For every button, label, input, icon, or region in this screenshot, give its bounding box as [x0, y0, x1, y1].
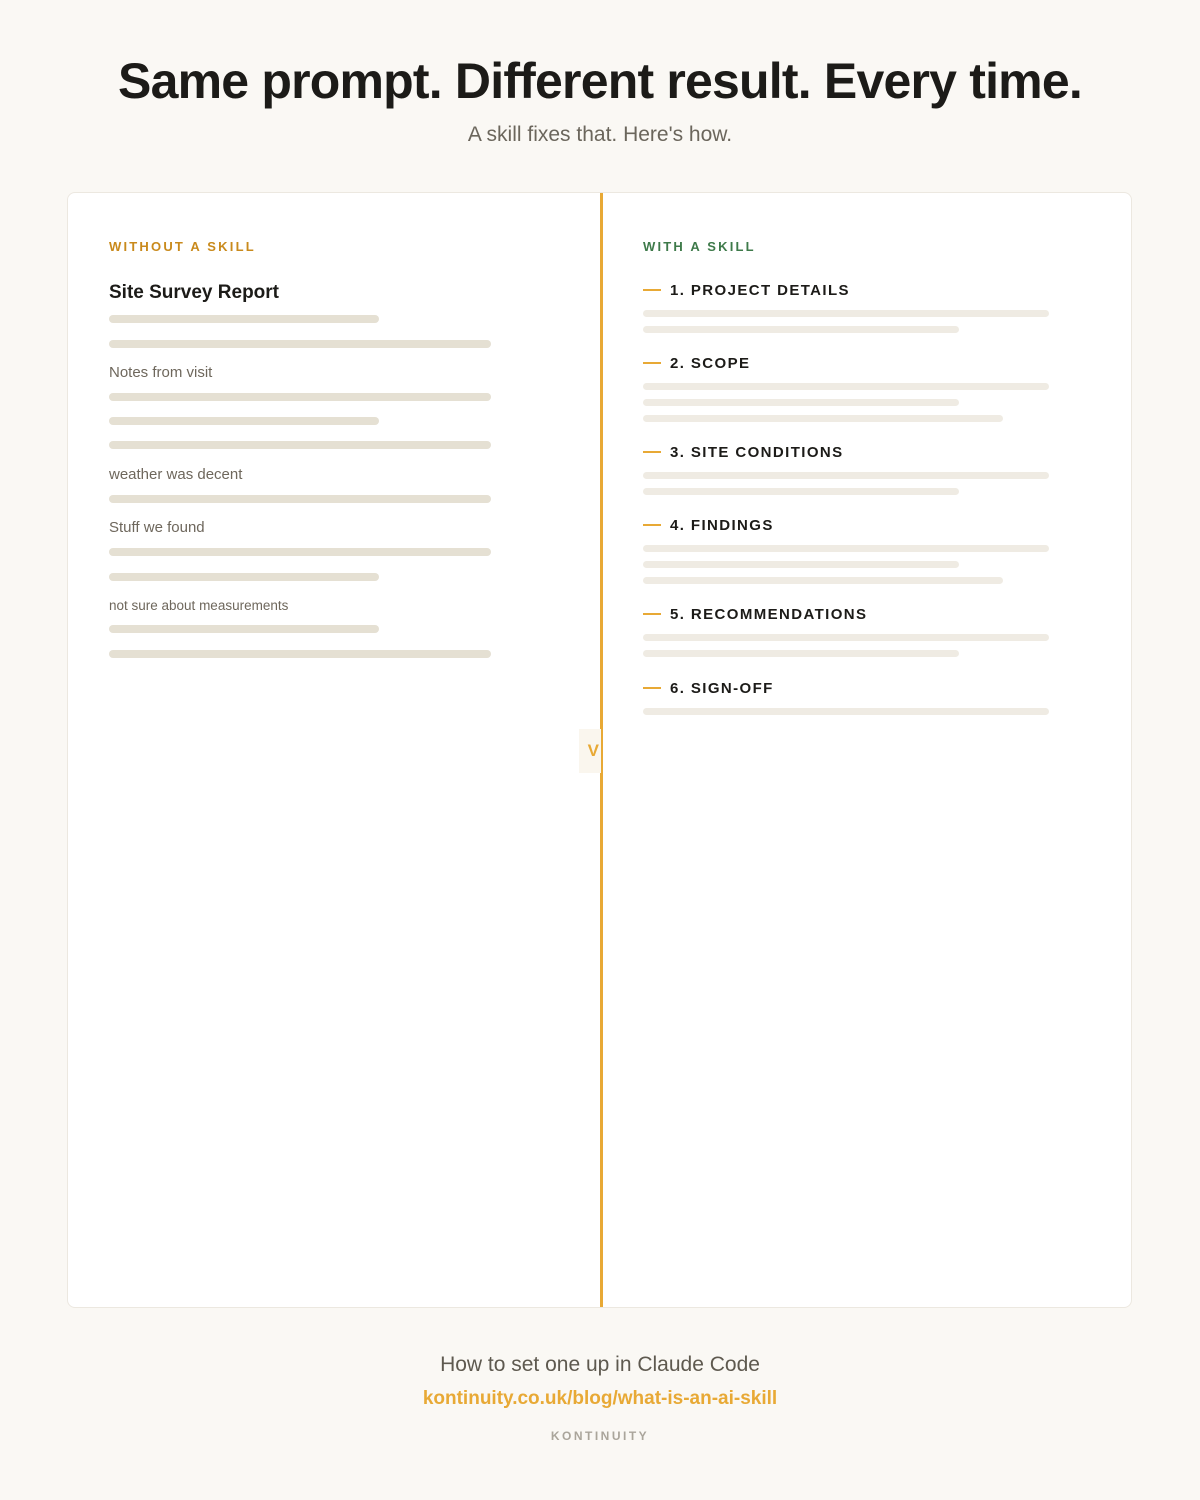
placeholder-line: [643, 708, 1049, 715]
section-title: 6. SIGN-OFF: [670, 679, 774, 697]
placeholder-line: [643, 383, 1049, 390]
section-heading: [643, 442, 844, 462]
dash-icon: [643, 451, 661, 453]
placeholder-line: [109, 495, 491, 503]
without-skill-label: WITHOUT A SKILL: [109, 239, 256, 254]
section-title: 5. RECOMMENDATIONS: [670, 605, 868, 623]
section-title: 1. PROJECT DETAILS: [670, 281, 850, 299]
dash-icon: [643, 613, 661, 615]
unstructured-note: Notes from visit: [109, 364, 213, 381]
placeholder-line: [109, 548, 491, 556]
dash-icon: [643, 362, 661, 364]
placeholder-line: [109, 315, 379, 323]
placeholder-line: [643, 415, 1003, 422]
placeholder-line: [109, 393, 491, 401]
comparison-card: [67, 192, 1132, 1308]
placeholder-line: [643, 488, 959, 495]
section-title: 3. SITE CONDITIONS: [670, 443, 844, 461]
placeholder-line: [643, 310, 1049, 317]
placeholder-line: [643, 399, 959, 406]
section-heading: [643, 604, 867, 624]
unstructured-note: weather was decent: [109, 466, 243, 483]
placeholder-line: [643, 561, 959, 568]
section-heading: [643, 678, 774, 698]
divider-marker: V: [579, 729, 601, 773]
unstructured-note: Stuff we found: [109, 519, 205, 536]
unstructured-note: not sure about measurements: [109, 598, 289, 613]
placeholder-line: [643, 634, 1049, 641]
placeholder-line: [643, 545, 1049, 552]
section-heading: [643, 280, 850, 300]
dash-icon: [643, 687, 661, 689]
section-heading: [643, 353, 750, 373]
placeholder-line: [109, 625, 379, 633]
dash-icon: [643, 524, 661, 526]
page-title: Same prompt. Different result. Every time.: [118, 53, 1082, 109]
page-subtitle: A skill fixes that. Here's how.: [467, 123, 733, 146]
placeholder-line: [109, 441, 491, 449]
dash-icon: [643, 289, 661, 291]
placeholder-line: [109, 650, 491, 658]
placeholder-line: [109, 417, 379, 425]
blog-link[interactable]: kontinuity.co.uk/blog/what-is-an-ai-skill: [422, 1388, 778, 1409]
placeholder-line: [643, 472, 1049, 479]
section-heading: [643, 515, 774, 535]
section-title: 2. SCOPE: [670, 354, 751, 372]
placeholder-line: [643, 650, 959, 657]
unstructured-doc-title: Site Survey Report: [109, 282, 279, 303]
footer-cta: How to set one up in Claude Code: [440, 1353, 760, 1376]
placeholder-line: [643, 577, 1003, 584]
placeholder-line: [109, 573, 379, 581]
with-skill-label: WITH A SKILL: [643, 239, 756, 254]
placeholder-line: [643, 326, 959, 333]
section-title: 4. FINDINGS: [670, 516, 774, 534]
brand-wordmark: KONTINUITY: [550, 1429, 650, 1443]
placeholder-line: [109, 340, 491, 348]
